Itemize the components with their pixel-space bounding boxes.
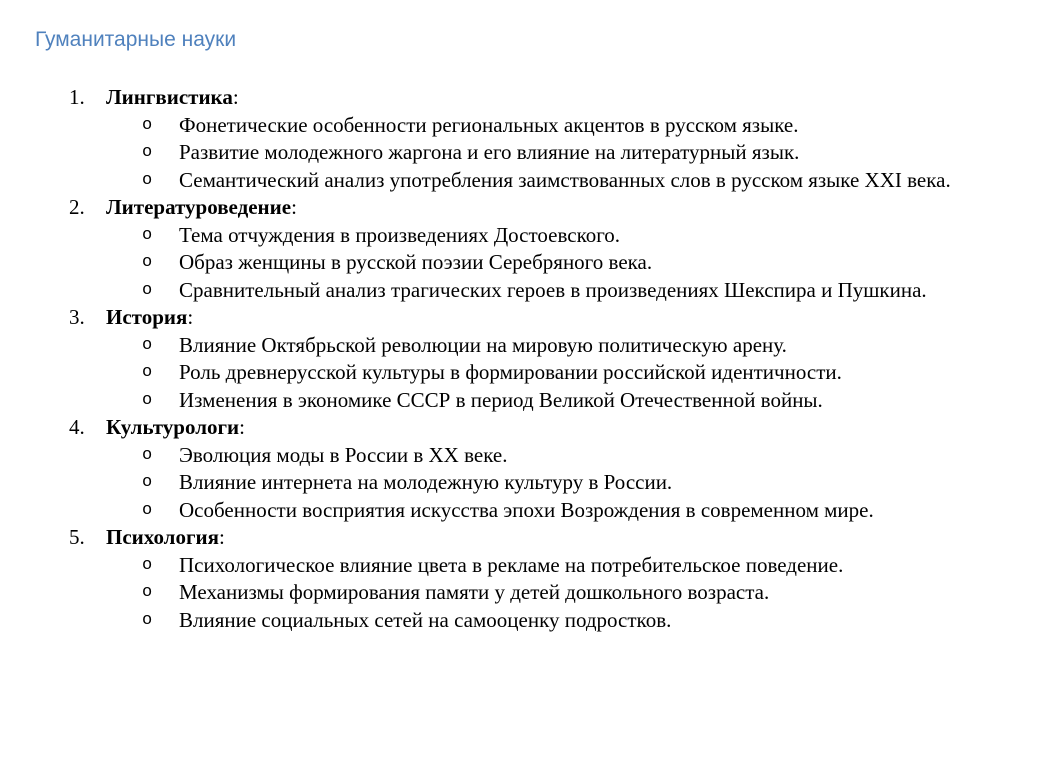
topic-text: Механизмы формирования памяти у детей дошкольного возраста. [179,580,770,604]
section-title-colon: : [218,525,225,549]
topic-item [0,222,969,250]
section-title-text: Лингвистика [106,85,233,109]
section-title [106,84,239,112]
section-title-text: История [106,305,188,329]
topic-item [0,387,969,415]
section-item [0,194,1037,304]
bullet-marker: o [142,363,153,382]
bullet-marker: o [142,225,153,245]
section-title-colon: : [239,415,245,439]
section-header [0,414,1037,442]
section-item [0,524,1037,634]
section-title-text: Литературоведение [106,195,292,219]
bullet-marker: o [142,115,153,135]
topic-text: Образ женщины в русской поэзии Серебряного века. [179,250,653,274]
topic-item [0,249,969,277]
topic-text: Эволюция моды в России в XX веке. [179,442,508,467]
topic-list [0,332,1037,415]
topic-text: Изменения в экономике СССР в период Великой Отечественной войны. [179,387,823,412]
section-number: 3. [69,305,85,329]
topic-item [0,139,969,167]
topic-item [0,552,969,580]
topic-text: Семантический анализ употребления заимствованных слов в русском языке XXI века. [179,167,951,192]
topic-item [0,497,969,525]
section-number: 5. [69,525,85,549]
section-item [0,414,1037,524]
topic-text: Тема отчуждения в произведениях Достоевского. [179,222,621,247]
bullet-marker: o [142,445,153,465]
topic-text: Влияние Октябрьской революции на мировую политическую арену. [179,332,787,357]
topic-list [0,552,1037,635]
section-header [0,194,1037,222]
bullet-marker: o [142,143,153,162]
bullet-marker: o [142,583,153,602]
topic-text: Особенности восприятия искусства эпохи Возрождения в современном мире. [179,497,874,522]
section-title [106,414,245,442]
topic-item [0,359,969,387]
section-header [0,304,1037,332]
section-title-text: Культурологи [106,415,240,439]
section-title [106,304,193,332]
topic-item [0,579,969,607]
topic-item [0,112,969,140]
bullet-marker: o [142,170,153,190]
bullet-marker: o [142,473,153,492]
topic-list [0,442,1037,525]
section-item [0,84,1037,194]
topics-outline [0,84,1037,634]
topic-list [0,222,1037,305]
section-header [0,84,1037,112]
topic-text: Фонетические особенности региональных акцентов в русском языке. [179,112,799,137]
section-title [106,194,297,222]
document-heading: Гуманитарные науки [35,28,237,51]
bullet-marker: o [142,253,153,272]
topic-text: Роль древнерусской культуры в формировании российской идентичности. [179,360,842,384]
topic-text: Влияние интернета на молодежную культуру в России. [179,470,673,494]
bullet-marker: o [142,390,153,410]
topic-text: Психологическое влияние цвета в рекламе на потребительское поведение. [179,552,844,577]
topic-text: Сравнительный анализ трагических героев в произведениях Шекспира и Пушкина. [179,277,927,302]
section-title-text: Психология [106,525,219,549]
bullet-marker: o [142,555,153,575]
section-title [106,524,225,552]
section-title-colon: : [232,85,239,109]
topic-text: Развитие молодежного жаргона и его влияние на литературный язык. [179,140,800,164]
section-title-colon: : [187,305,194,329]
section-number: 2. [69,195,85,219]
topic-item [0,607,969,635]
bullet-marker: o [142,280,153,300]
bullet-marker: o [142,500,153,520]
topic-list [0,112,1037,195]
topic-text: Влияние социальных сетей на самооценку подростков. [179,607,672,632]
section-title-colon: : [291,195,297,219]
topic-item [0,277,969,305]
section-item [0,304,1037,414]
topic-item [0,469,969,497]
topic-item [0,167,969,195]
bullet-marker: o [142,610,153,630]
section-number: 1. [69,85,85,109]
topic-item [0,332,969,360]
section-header [0,524,1037,552]
section-number: 4. [69,415,85,439]
bullet-marker: o [142,335,153,355]
topic-item [0,442,969,470]
